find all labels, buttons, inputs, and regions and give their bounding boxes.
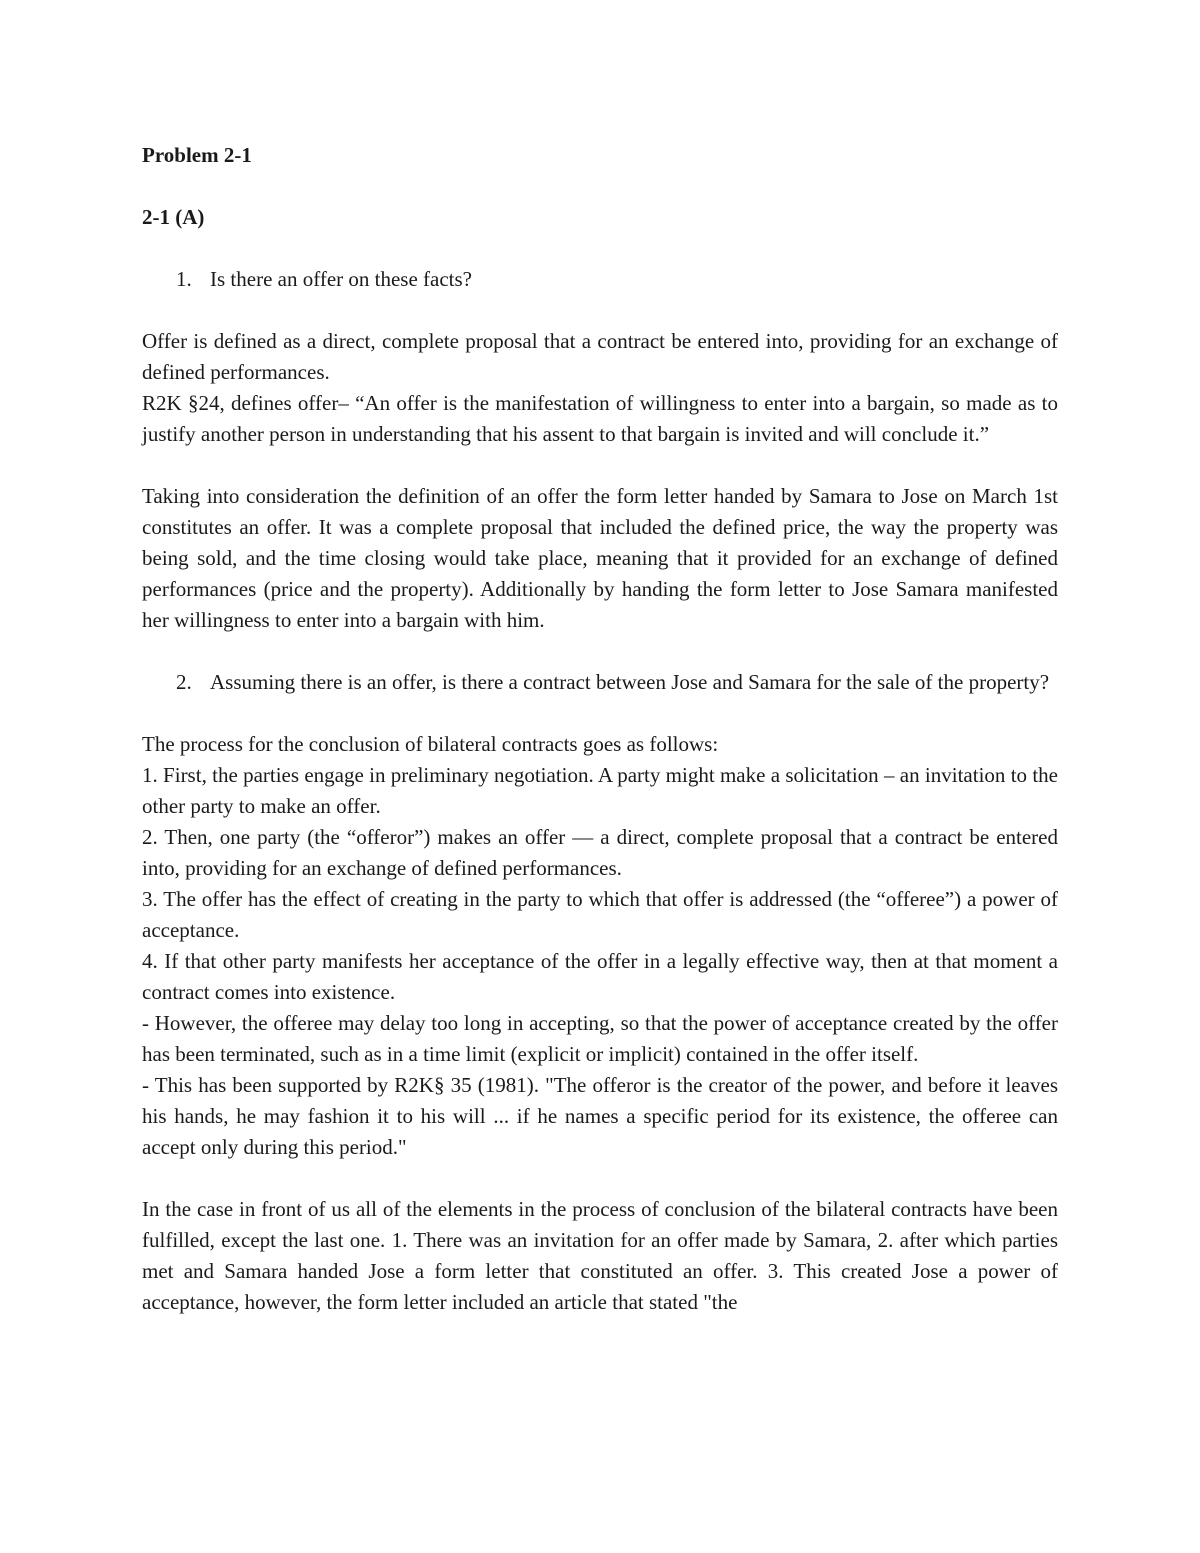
process-line: 2. Then, one party (the “offeror”) makes an offer — a direct, complete proposal that a contract be entered into, providing for an exchange of defined performances. [142, 825, 1058, 880]
process-line: 4. If that other party manifests her acceptance of the offer in a legally effective way, then at that moment a contract comes into existence. [142, 949, 1058, 1004]
spacer [142, 233, 1058, 264]
question-1 [142, 264, 1058, 295]
question-2-text: Assuming there is an offer, is there a contract between Jose and Samara for the sale of the property? [210, 670, 1050, 694]
spacer [142, 1163, 1058, 1194]
r2k-24-paragraph: R2K §24, defines offer– “An offer is the manifestation of willingness to enter into a bargain, so made as to justify another person in understanding that his assent to that bargain is invited and will conclude it.” [142, 391, 1058, 446]
contract-analysis-paragraph: In the case in front of us all of the elements in the process of conclusion of the bilateral contracts have been fulfilled, except the last one. 1. There was an invitation for an offer made by Samara, 2. after which parties met and Samara handed Jose a form letter that constituted an offer. 3. This created Jose a power of acceptance, however, the form letter included an article that stated "the [142, 1197, 1058, 1314]
question-2 [142, 667, 1058, 698]
process-line: The process for the conclusion of bilateral contracts goes as follows: [142, 732, 719, 756]
spacer [142, 295, 1058, 326]
question-2-number: 2. [176, 670, 192, 694]
process-line: - This has been supported by R2K§ 35 (1981). "The offeror is the creator of the power, and before it leaves his hands, he may fashion it to his will ... if he names a specific period for its existence, the offeree can accept only during this period." [142, 1073, 1058, 1159]
spacer [142, 450, 1058, 481]
process-line: 1. First, the parties engage in preliminary negotiation. A party might make a solicitation – an invitation to the other party to make an offer. [142, 763, 1058, 818]
process-list [142, 729, 1058, 1163]
spacer [142, 698, 1058, 729]
section-heading: 2-1 (A) [142, 205, 205, 229]
offer-analysis-paragraph: Taking into consideration the definition of an offer the form letter handed by Samara to Jose on March 1st constitutes an offer. It was a complete proposal that included the defined price, the way the property was being sold, and the time closing would take place, meaning that it provided for an exchange of defined performances (price and the property). Additionally by handing the form letter to Jose Samara manifested her willingness to enter into a bargain with him. [142, 484, 1058, 632]
process-line: - However, the offeree may delay too long in accepting, so that the power of acceptance created by the offer has been terminated, such as in a time limit (explicit or implicit) contained in the offer itself. [142, 1011, 1058, 1066]
question-1-text: Is there an offer on these facts? [210, 267, 472, 291]
process-line: 3. The offer has the effect of creating in the party to which that offer is addressed (the “offeree”) a power of acceptance. [142, 887, 1058, 942]
offer-definition-paragraph: Offer is defined as a direct, complete proposal that a contract be entered into, providing for an exchange of defined performances. [142, 329, 1058, 384]
spacer [142, 636, 1058, 667]
spacer [142, 171, 1058, 202]
document-page [142, 140, 1058, 1318]
question-1-number: 1. [176, 267, 192, 291]
document-title: Problem 2-1 [142, 143, 252, 167]
